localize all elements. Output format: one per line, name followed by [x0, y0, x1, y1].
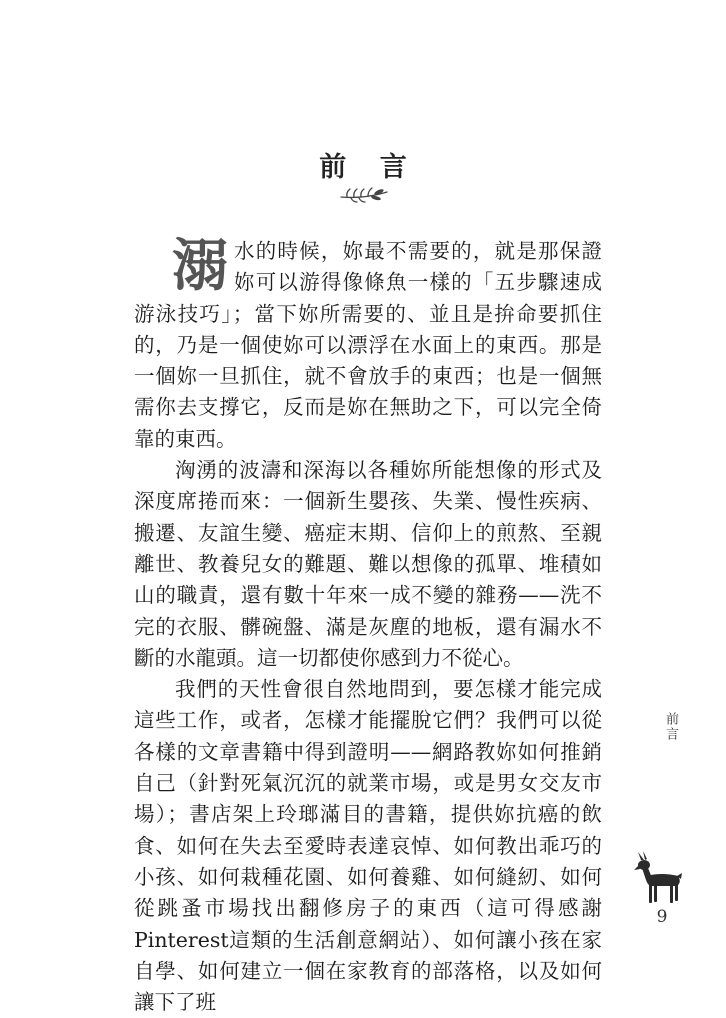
paragraph-3: 我們的天性會很自然地問到，要怎樣才能完成這些工作，或者，怎樣才能擺脫它們？我們可以從各樣的文章書籍中得到證明——網路教妳如何推銷自己（針對死氣沉沉的就業市場，或是男女交友市場）；書店架上玲瑯滿目的書籍，提供妳抗癌的飲食、如何在失去至愛時表達哀悼、如何教出乖巧的小孩、如何栽種花園、如何養雞、如何縫紉、如何從跳蚤市場找出翻修房子的東西（這可得感謝Pinterest這類的生活創意網站）、如何讓小孩在家自學、如何建立一個在家教育的部落格，以及如何讓下了班 — [134, 677, 602, 1015]
deer-icon — [632, 848, 684, 906]
paragraph-1-text: 水的時候，妳最不需要的，就是那保證妳可以游得像條魚一樣的「五步驟速成游泳技巧」；當下妳所需要的、並且是拚命要抓住的，乃是一個使妳可以漂浮在水面上的東西。那是一個妳一旦抓住，就不會放手的東西；也是一個無需你去支撐它，反而是妳在無助之下，可以完全倚靠的東西。 — [134, 239, 602, 451]
paragraph-1 — [134, 233, 602, 455]
page-number: 9 — [656, 907, 668, 927]
body-text — [134, 233, 602, 1018]
leaf-sprig-icon — [339, 183, 389, 205]
paragraph-2: 洶湧的波濤和深海以各種妳所能想像的形式及深度席捲而來：一個新生嬰孩、失業、慢性疾病、搬遷、友誼生變、癌症末期、信仰上的煎熬、至親離世、教養兒女的難題、難以想像的孤單、堆積如山的職責，還有數十年來一成不變的雜務——洗不完的衣服、髒碗盤、滿是灰塵的地板，還有漏水不斷的水龍頭。這一切都使你感到力不從心。 — [134, 458, 602, 670]
drop-cap: 溺 — [172, 233, 228, 299]
chapter-side-tab: 前言 — [663, 712, 678, 742]
chapter-title: 前 言 — [319, 152, 419, 183]
